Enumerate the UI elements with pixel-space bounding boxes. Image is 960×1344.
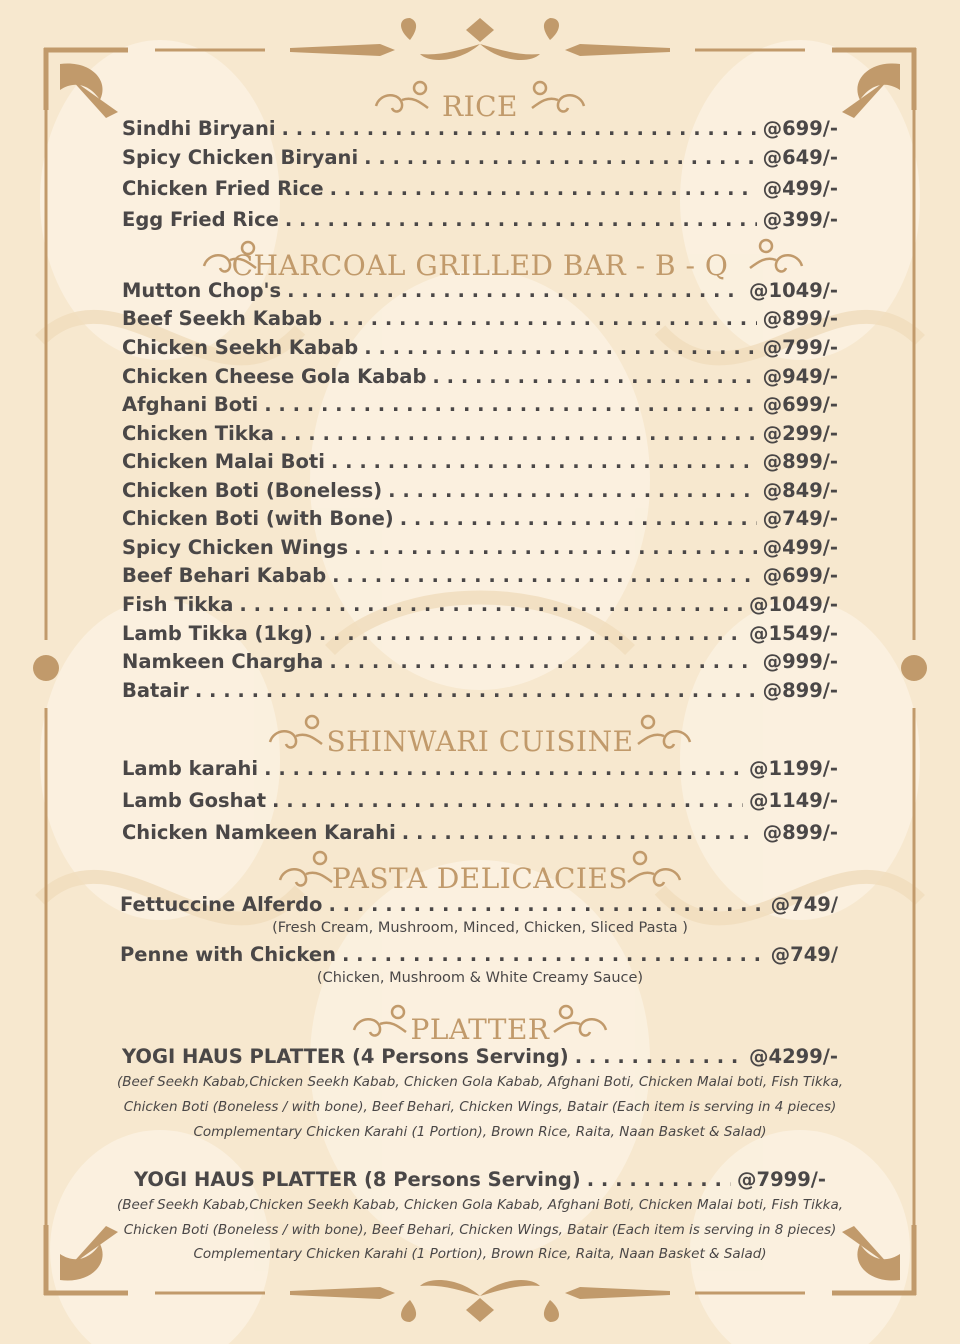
dot-leader <box>402 823 757 843</box>
item-price: @1149/- <box>749 789 838 812</box>
menu-item <box>122 179 838 199</box>
dot-leader <box>388 481 756 501</box>
section-title-pasta: PASTA DELICACIES <box>331 862 629 895</box>
dot-leader <box>331 452 757 472</box>
item-price: @4299/- <box>749 1045 838 1068</box>
dot-leader <box>330 179 757 199</box>
item-price: @799/- <box>762 336 838 359</box>
menu-item <box>120 945 838 965</box>
item-name: Chicken Boti (Boneless) <box>122 479 383 502</box>
item-price: @499/- <box>762 177 838 200</box>
menu-item <box>122 791 838 811</box>
dot-leader <box>264 759 743 779</box>
item-name: Chicken Fried Rice <box>122 177 324 200</box>
item-description: Complementary Chicken Karahi (1 Portion), Brown Rice, Raita, Naan Basket & Salad) <box>193 1124 767 1140</box>
menu-item <box>122 395 838 415</box>
menu-item <box>122 652 838 672</box>
dot-leader <box>332 566 756 586</box>
dot-leader <box>354 538 756 558</box>
item-price: @899/- <box>762 450 838 473</box>
item-name: Fettuccine Alferdo <box>120 893 323 916</box>
item-name: Namkeen Chargha <box>122 650 324 673</box>
item-price: @499/- <box>762 536 838 559</box>
dot-leader <box>285 210 757 230</box>
menu-item <box>122 759 838 779</box>
dot-leader <box>587 1170 731 1190</box>
menu-item <box>122 452 838 472</box>
item-description: Chicken Boti (Boneless / with bone), Beef Behari, Chicken Wings, Batair (Each item is serving in 4 pieces) <box>123 1099 837 1115</box>
item-price: @749/ <box>770 943 838 966</box>
item-price: @949/- <box>762 365 838 388</box>
item-name: Chicken Namkeen Karahi <box>122 821 396 844</box>
menu-item <box>122 624 838 644</box>
dot-leader <box>364 338 756 358</box>
item-name: Lamb Goshat <box>122 789 267 812</box>
item-name: Egg Fried Rice <box>122 208 279 231</box>
item-name: Beef Seekh Kabab <box>122 307 323 330</box>
item-price: @649/- <box>762 146 838 169</box>
dot-leader <box>328 895 764 915</box>
item-price: @1049/- <box>749 593 838 616</box>
menu-item <box>120 895 838 915</box>
menu-item <box>122 681 838 701</box>
dot-leader <box>195 681 757 701</box>
item-price: @7999/- <box>737 1168 826 1191</box>
dot-leader <box>272 791 743 811</box>
dot-leader <box>364 148 756 168</box>
menu-item <box>122 119 838 139</box>
item-price: @899/- <box>762 679 838 702</box>
item-price: @749/ <box>770 893 838 916</box>
menu-item <box>122 481 838 501</box>
item-name: Penne with Chicken <box>120 943 336 966</box>
dot-leader <box>432 367 756 387</box>
item-name: YOGI HAUS PLATTER (4 Persons Serving) <box>122 1045 569 1068</box>
item-name: Chicken Malai Boti <box>122 450 325 473</box>
item-name: Chicken Seekh Kabab <box>122 336 359 359</box>
dot-leader <box>287 281 743 301</box>
dot-leader <box>328 309 757 329</box>
dot-leader <box>319 624 743 644</box>
dot-leader <box>264 395 756 415</box>
dot-leader <box>280 424 757 444</box>
item-name: Fish Tikka <box>122 593 234 616</box>
section-title-shinwari: SHINWARI CUISINE <box>326 725 634 758</box>
dot-leader <box>239 595 743 615</box>
menu-item <box>122 338 838 358</box>
item-description: (Beef Seekh Kabab,Chicken Seekh Kabab, Chicken Gola Kabab, Afghani Boti, Chicken Malai boti, Fish Tikka, <box>116 1074 844 1090</box>
item-name: Afghani Boti <box>122 393 259 416</box>
item-price: @1549/- <box>749 622 838 645</box>
menu-item <box>122 309 838 329</box>
menu-item <box>122 148 838 168</box>
section-title-bbq: CHARCOAL GRILLED BAR - B - Q <box>231 249 729 282</box>
item-price: @399/- <box>762 208 838 231</box>
menu-item <box>122 509 838 529</box>
dot-leader <box>282 119 757 139</box>
item-price: @899/- <box>762 307 838 330</box>
item-price: @1049/- <box>749 279 838 302</box>
item-description: (Fresh Cream, Mushroom, Minced, Chicken, Sliced Pasta ) <box>272 920 688 936</box>
menu-item <box>122 823 838 843</box>
item-name: Lamb Tikka (1kg) <box>122 622 313 645</box>
item-name: Spicy Chicken Wings <box>122 536 349 559</box>
menu-item <box>122 566 838 586</box>
item-price: @1199/- <box>749 757 838 780</box>
menu-item <box>134 1170 826 1190</box>
item-price: @849/- <box>762 479 838 502</box>
menu-item <box>122 210 838 230</box>
item-name: Sindhi Biryani <box>122 117 276 140</box>
item-description: (Chicken, Mushroom & White Creamy Sauce) <box>316 970 644 986</box>
menu-item <box>122 538 838 558</box>
item-name: Chicken Cheese Gola Kabab <box>122 365 427 388</box>
section-title-platter: PLATTER <box>410 1013 550 1046</box>
menu-item <box>122 424 838 444</box>
item-price: @699/- <box>762 117 838 140</box>
menu-item <box>122 595 838 615</box>
item-price: @999/- <box>762 650 838 673</box>
item-description: Complementary Chicken Karahi (1 Portion), Brown Rice, Raita, Naan Basket & Salad) <box>193 1246 767 1262</box>
item-name: Chicken Tikka <box>122 422 274 445</box>
dot-leader <box>342 945 765 965</box>
item-name: Spicy Chicken Biryani <box>122 146 359 169</box>
item-name: Mutton Chop's <box>122 279 282 302</box>
section-title-rice: RICE <box>441 90 518 123</box>
item-price: @299/- <box>762 422 838 445</box>
item-price: @749/- <box>762 507 838 530</box>
item-description: Chicken Boti (Boneless / with bone), Beef Behari, Chicken Wings, Batair (Each item is serving in 8 pieces) <box>123 1222 837 1238</box>
item-name: Lamb karahi <box>122 757 259 780</box>
menu-item <box>122 367 838 387</box>
item-description: (Beef Seekh Kabab,Chicken Seekh Kabab, Chicken Gola Kabab, Afghani Boti, Chicken Malai boti, Fish Tikka, <box>116 1197 844 1213</box>
item-price: @699/- <box>762 393 838 416</box>
item-name: Beef Behari Kabab <box>122 564 327 587</box>
item-name: Chicken Boti (with Bone) <box>122 507 394 530</box>
menu-item <box>122 281 838 301</box>
item-name: YOGI HAUS PLATTER (8 Persons Serving) <box>134 1168 581 1191</box>
dot-leader <box>400 509 757 529</box>
item-name: Batair <box>122 679 189 702</box>
menu-item <box>122 1047 838 1067</box>
dot-leader <box>329 652 756 672</box>
dot-leader <box>575 1047 743 1067</box>
item-price: @899/- <box>762 821 838 844</box>
item-price: @699/- <box>762 564 838 587</box>
